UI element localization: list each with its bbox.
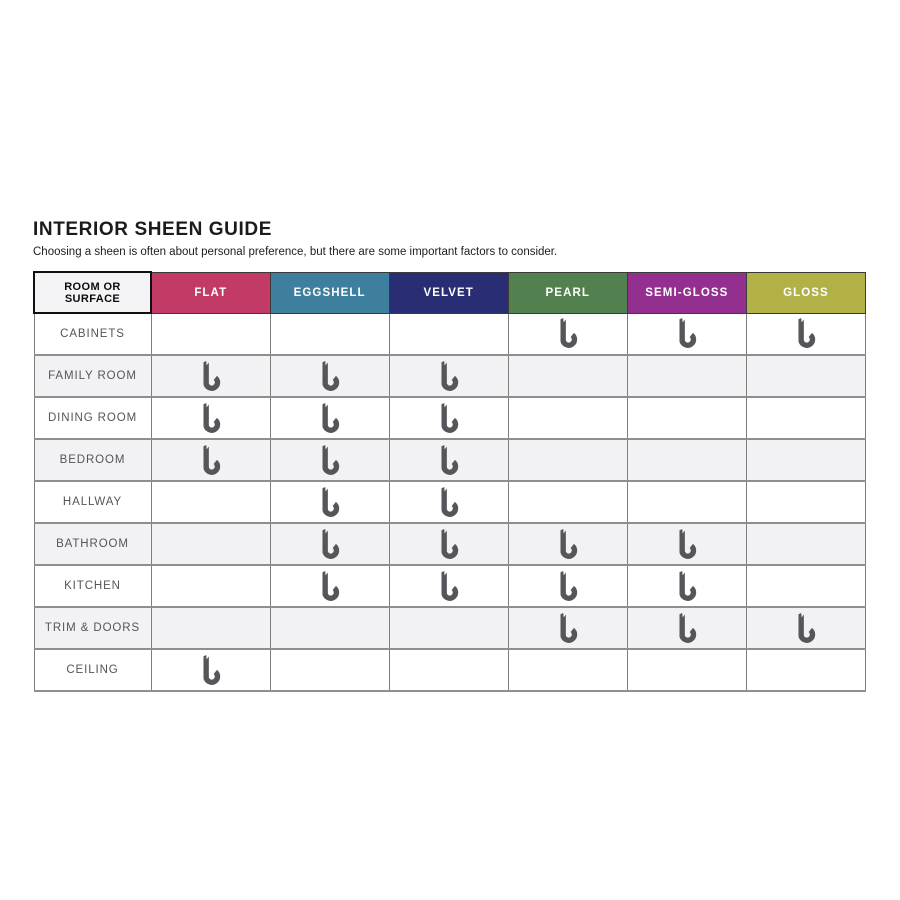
- brand-b-check-icon: [316, 360, 343, 393]
- row-label: KITCHEN: [34, 565, 151, 607]
- brand-b-check-icon: [673, 570, 700, 603]
- sheen-cell: [151, 607, 270, 649]
- brand-b-check-icon: [197, 654, 224, 687]
- sheen-cell: [627, 607, 746, 649]
- brand-b-check-icon: [316, 402, 343, 435]
- page-title: INTERIOR SHEEN GUIDE: [33, 219, 272, 240]
- sheen-cell: [508, 607, 627, 649]
- table-row: [34, 607, 866, 649]
- row-label: FAMILY ROOM: [34, 355, 151, 397]
- sheen-cell: [627, 439, 746, 481]
- brand-b-check-icon: [673, 317, 700, 350]
- sheen-cell: [270, 439, 389, 481]
- sheen-cell: [151, 439, 270, 481]
- sheen-cell: [746, 523, 865, 565]
- brand-b-check-icon: [435, 360, 462, 393]
- table-row: [34, 397, 866, 439]
- brand-b-check-icon: [792, 612, 819, 645]
- sheen-cell: [270, 481, 389, 523]
- sheen-cell: [746, 607, 865, 649]
- brand-b-check-icon: [673, 528, 700, 561]
- table-header: [34, 272, 866, 313]
- column-header-pearl: PEARL: [508, 272, 627, 313]
- column-header-eggshell: EGGSHELL: [270, 272, 389, 313]
- sheen-cell: [508, 481, 627, 523]
- sheen-cell: [270, 607, 389, 649]
- page-subtitle: Choosing a sheen is often about personal preference, but there are some important factors to consider.: [33, 246, 558, 258]
- sheen-cell: [508, 355, 627, 397]
- brand-b-check-icon: [197, 360, 224, 393]
- table-row: [34, 481, 866, 523]
- sheen-guide-table: [33, 271, 866, 692]
- table-row: [34, 565, 866, 607]
- sheen-cell: [389, 481, 508, 523]
- sheen-cell: [270, 397, 389, 439]
- sheen-cell: [389, 565, 508, 607]
- brand-b-check-icon: [554, 528, 581, 561]
- table-body: [34, 313, 866, 691]
- sheen-cell: [746, 397, 865, 439]
- sheen-cell: [627, 355, 746, 397]
- sheen-cell: [508, 313, 627, 355]
- sheen-cell: [389, 397, 508, 439]
- sheen-cell: [151, 481, 270, 523]
- sheen-cell: [508, 649, 627, 691]
- brand-b-check-icon: [316, 570, 343, 603]
- column-header-gloss: GLOSS: [746, 272, 865, 313]
- sheen-cell: [746, 313, 865, 355]
- sheen-cell: [746, 481, 865, 523]
- sheen-cell: [151, 313, 270, 355]
- sheen-cell: [389, 439, 508, 481]
- sheen-cell: [627, 523, 746, 565]
- sheen-cell: [270, 649, 389, 691]
- row-label: BEDROOM: [34, 439, 151, 481]
- brand-b-check-icon: [316, 528, 343, 561]
- sheen-cell: [151, 649, 270, 691]
- brand-b-check-icon: [554, 612, 581, 645]
- sheen-cell: [270, 355, 389, 397]
- row-label: BATHROOM: [34, 523, 151, 565]
- brand-b-check-icon: [435, 486, 462, 519]
- sheen-cell: [151, 397, 270, 439]
- row-label: CABINETS: [34, 313, 151, 355]
- sheen-cell: [389, 607, 508, 649]
- sheen-cell: [746, 565, 865, 607]
- sheen-cell: [508, 397, 627, 439]
- sheen-cell: [627, 565, 746, 607]
- sheen-cell: [151, 565, 270, 607]
- sheen-cell: [746, 439, 865, 481]
- brand-b-check-icon: [197, 402, 224, 435]
- brand-b-check-icon: [435, 570, 462, 603]
- column-header-velvet: VELVET: [389, 272, 508, 313]
- sheen-cell: [151, 523, 270, 565]
- sheen-cell: [746, 649, 865, 691]
- sheen-cell: [508, 523, 627, 565]
- brand-b-check-icon: [792, 317, 819, 350]
- sheen-cell: [508, 439, 627, 481]
- brand-b-check-icon: [673, 612, 700, 645]
- table-row: [34, 523, 866, 565]
- sheen-cell: [270, 523, 389, 565]
- header-row: [34, 272, 866, 313]
- table-row: [34, 649, 866, 691]
- row-label: DINING ROOM: [34, 397, 151, 439]
- sheen-cell: [508, 565, 627, 607]
- brand-b-check-icon: [435, 444, 462, 477]
- sheen-cell: [389, 355, 508, 397]
- brand-b-check-icon: [197, 444, 224, 477]
- corner-header: ROOM OR SURFACE: [34, 272, 151, 313]
- brand-b-check-icon: [554, 570, 581, 603]
- brand-b-check-icon: [554, 317, 581, 350]
- brand-b-check-icon: [316, 486, 343, 519]
- column-header-semi-gloss: SEMI-GLOSS: [627, 272, 746, 313]
- table-row: [34, 355, 866, 397]
- row-label: TRIM & DOORS: [34, 607, 151, 649]
- sheen-cell: [389, 313, 508, 355]
- sheen-cell: [151, 355, 270, 397]
- sheen-cell: [270, 313, 389, 355]
- column-header-flat: FLAT: [151, 272, 270, 313]
- sheen-cell: [627, 397, 746, 439]
- table-row: [34, 313, 866, 355]
- sheen-cell: [746, 355, 865, 397]
- table-row: [34, 439, 866, 481]
- sheen-guide-sheet: [33, 219, 866, 692]
- sheen-cell: [627, 313, 746, 355]
- brand-b-check-icon: [316, 444, 343, 477]
- row-label: HALLWAY: [34, 481, 151, 523]
- sheen-cell: [389, 523, 508, 565]
- sheen-cell: [389, 649, 508, 691]
- sheen-cell: [627, 481, 746, 523]
- sheen-cell: [270, 565, 389, 607]
- sheen-cell: [627, 649, 746, 691]
- brand-b-check-icon: [435, 402, 462, 435]
- brand-b-check-icon: [435, 528, 462, 561]
- row-label: CEILING: [34, 649, 151, 691]
